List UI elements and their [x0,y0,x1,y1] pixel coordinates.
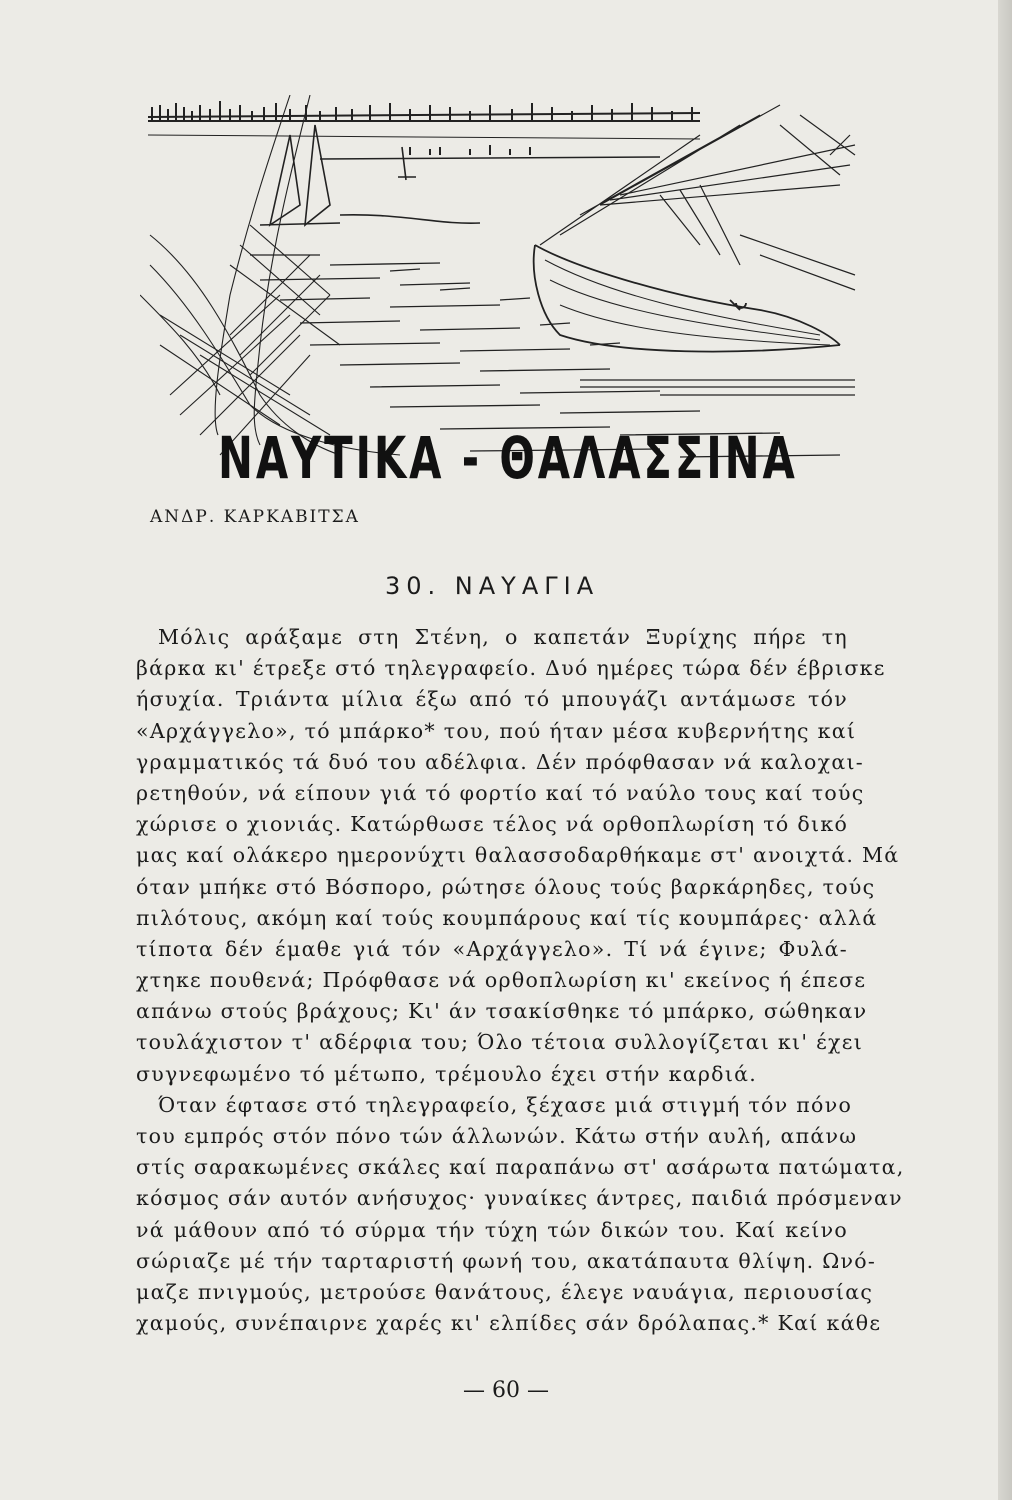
text-line: απάνω στούς βράχους; Κι' άν τσακίσθηκε τό μπάρκο, σώθηκαν [136,999,868,1024]
text-line: στίς σαρακωμένες σκάλες καί παραπάνω στ' ασάρωτα πατώματα, [136,1155,905,1180]
text-line: χώρισε ο χιονιάς. Κατώρθωσε τέλος νά ορθοπλωρίση τό δικό [136,812,849,837]
distant-sailboats [260,125,480,225]
text-line: νά μάθουν από τό σύρμα τήν τύχη τών δικών του. Καί κείνο [136,1217,848,1242]
text-line: κόσμος σάν αυτόν ανήσυχος· γυναίκες άντρες, παιδιά πρόσμεναν [136,1186,903,1211]
chapter-title: 30. ΝΑΥΑΓΙΑ [385,572,600,600]
text-line: τίποτα δέν έμαθε γιά τόν «Αρχάγγελο». Τί νά έγινε; Φυλά- [136,936,848,961]
author-name: ΑΝΔΡ. ΚΑΡΚΑΒΙΤΣΑ [150,507,360,527]
lower-horizon [580,380,855,395]
text-line: μαζε πνιγμούς, μετρούσε θανάτους, έλεγε ναυάγια, περιουσίας [136,1279,874,1304]
body-text [136,622,905,1339]
text-line: Μόλις αράξαμε στη Στένη, ο καπετάν Ξυρίχης πήρε τη [158,625,848,649]
page-number: — 60 — [463,1378,549,1403]
text-line: χαμούς, συνέπαιρνε χαρές κι' ελπίδες σάν δρόλαπας.* Καί κάθε [136,1311,882,1336]
moored-boat [534,245,840,352]
text-line: γραμματικός τά δυό του αδέλφια. Δέν πρόφθασαν νά καλοχαι- [136,749,865,774]
text-line: πιλότους, ακόμη καί τούς κουμπάρους καί τίς κουμπάρες· αλλά [136,905,878,930]
text-line: συγνεφωμένο τό μέτωπο, τρέμουλο έχει στήν καρδιά. [136,1061,758,1086]
text-line: του εμπρός στόν πόνο τών άλλωνών. Κάτω στήν αυλή, απάνω [136,1124,858,1148]
text-line: «Αρχάγγελο», τό μπάρκο* του, πού ήταν μέσα κυβερνήτης καί [136,718,857,743]
text-line: Όταν έφτασε στό τηλεγραφείο, ξέχασε μιά στιγμή τόν πόνο [158,1092,853,1117]
text-line: βάρκα κι' έτρεξε στό τηλεγραφείο. Δυό ημέρες τώρα δέν έβρισκε [136,656,886,681]
text-line: τουλάχιστον τ' αδέρφια του; Όλο τέτοια συλλογίζεται κι' έχει [136,1030,864,1055]
scan-edge [998,0,1012,1500]
section-banner-title: ΝΑΥΤΙΚΑ - ΘΑΛΑΣΣΙΝΑ [218,424,798,492]
text-line: σώριαζε μέ τήν ταρταριστή φωνή του, ακατάπαυτα θλίψη. Ωνό- [136,1248,877,1273]
text-line: χτηκε πουθενά; Πρόφθασε νά ορθοπλωρίση κι' εκείνος ή έπεσε [136,968,867,993]
text-line: όταν μπήκε στό Βόσπορο, ρώτησε όλους τούς βαρκάρηδες, τούς [136,874,876,899]
shoreline [148,101,700,159]
fishing-net [140,95,400,455]
text-line: ήσυχία. Τριάντα μίλια έξω από τό μπουγάζι αντάμωσε τόν [136,687,848,712]
text-line: μας καί ολάκερο ημερονύχτι θαλασσοδαρθήκαμε στ' ανοιχτά. Μά [136,843,900,868]
text-line: ρετηθούν, νά είπουν γιά τό φορτίο καί τό ναύλο τους καί τούς [136,780,865,805]
rigging-lines [540,105,855,290]
